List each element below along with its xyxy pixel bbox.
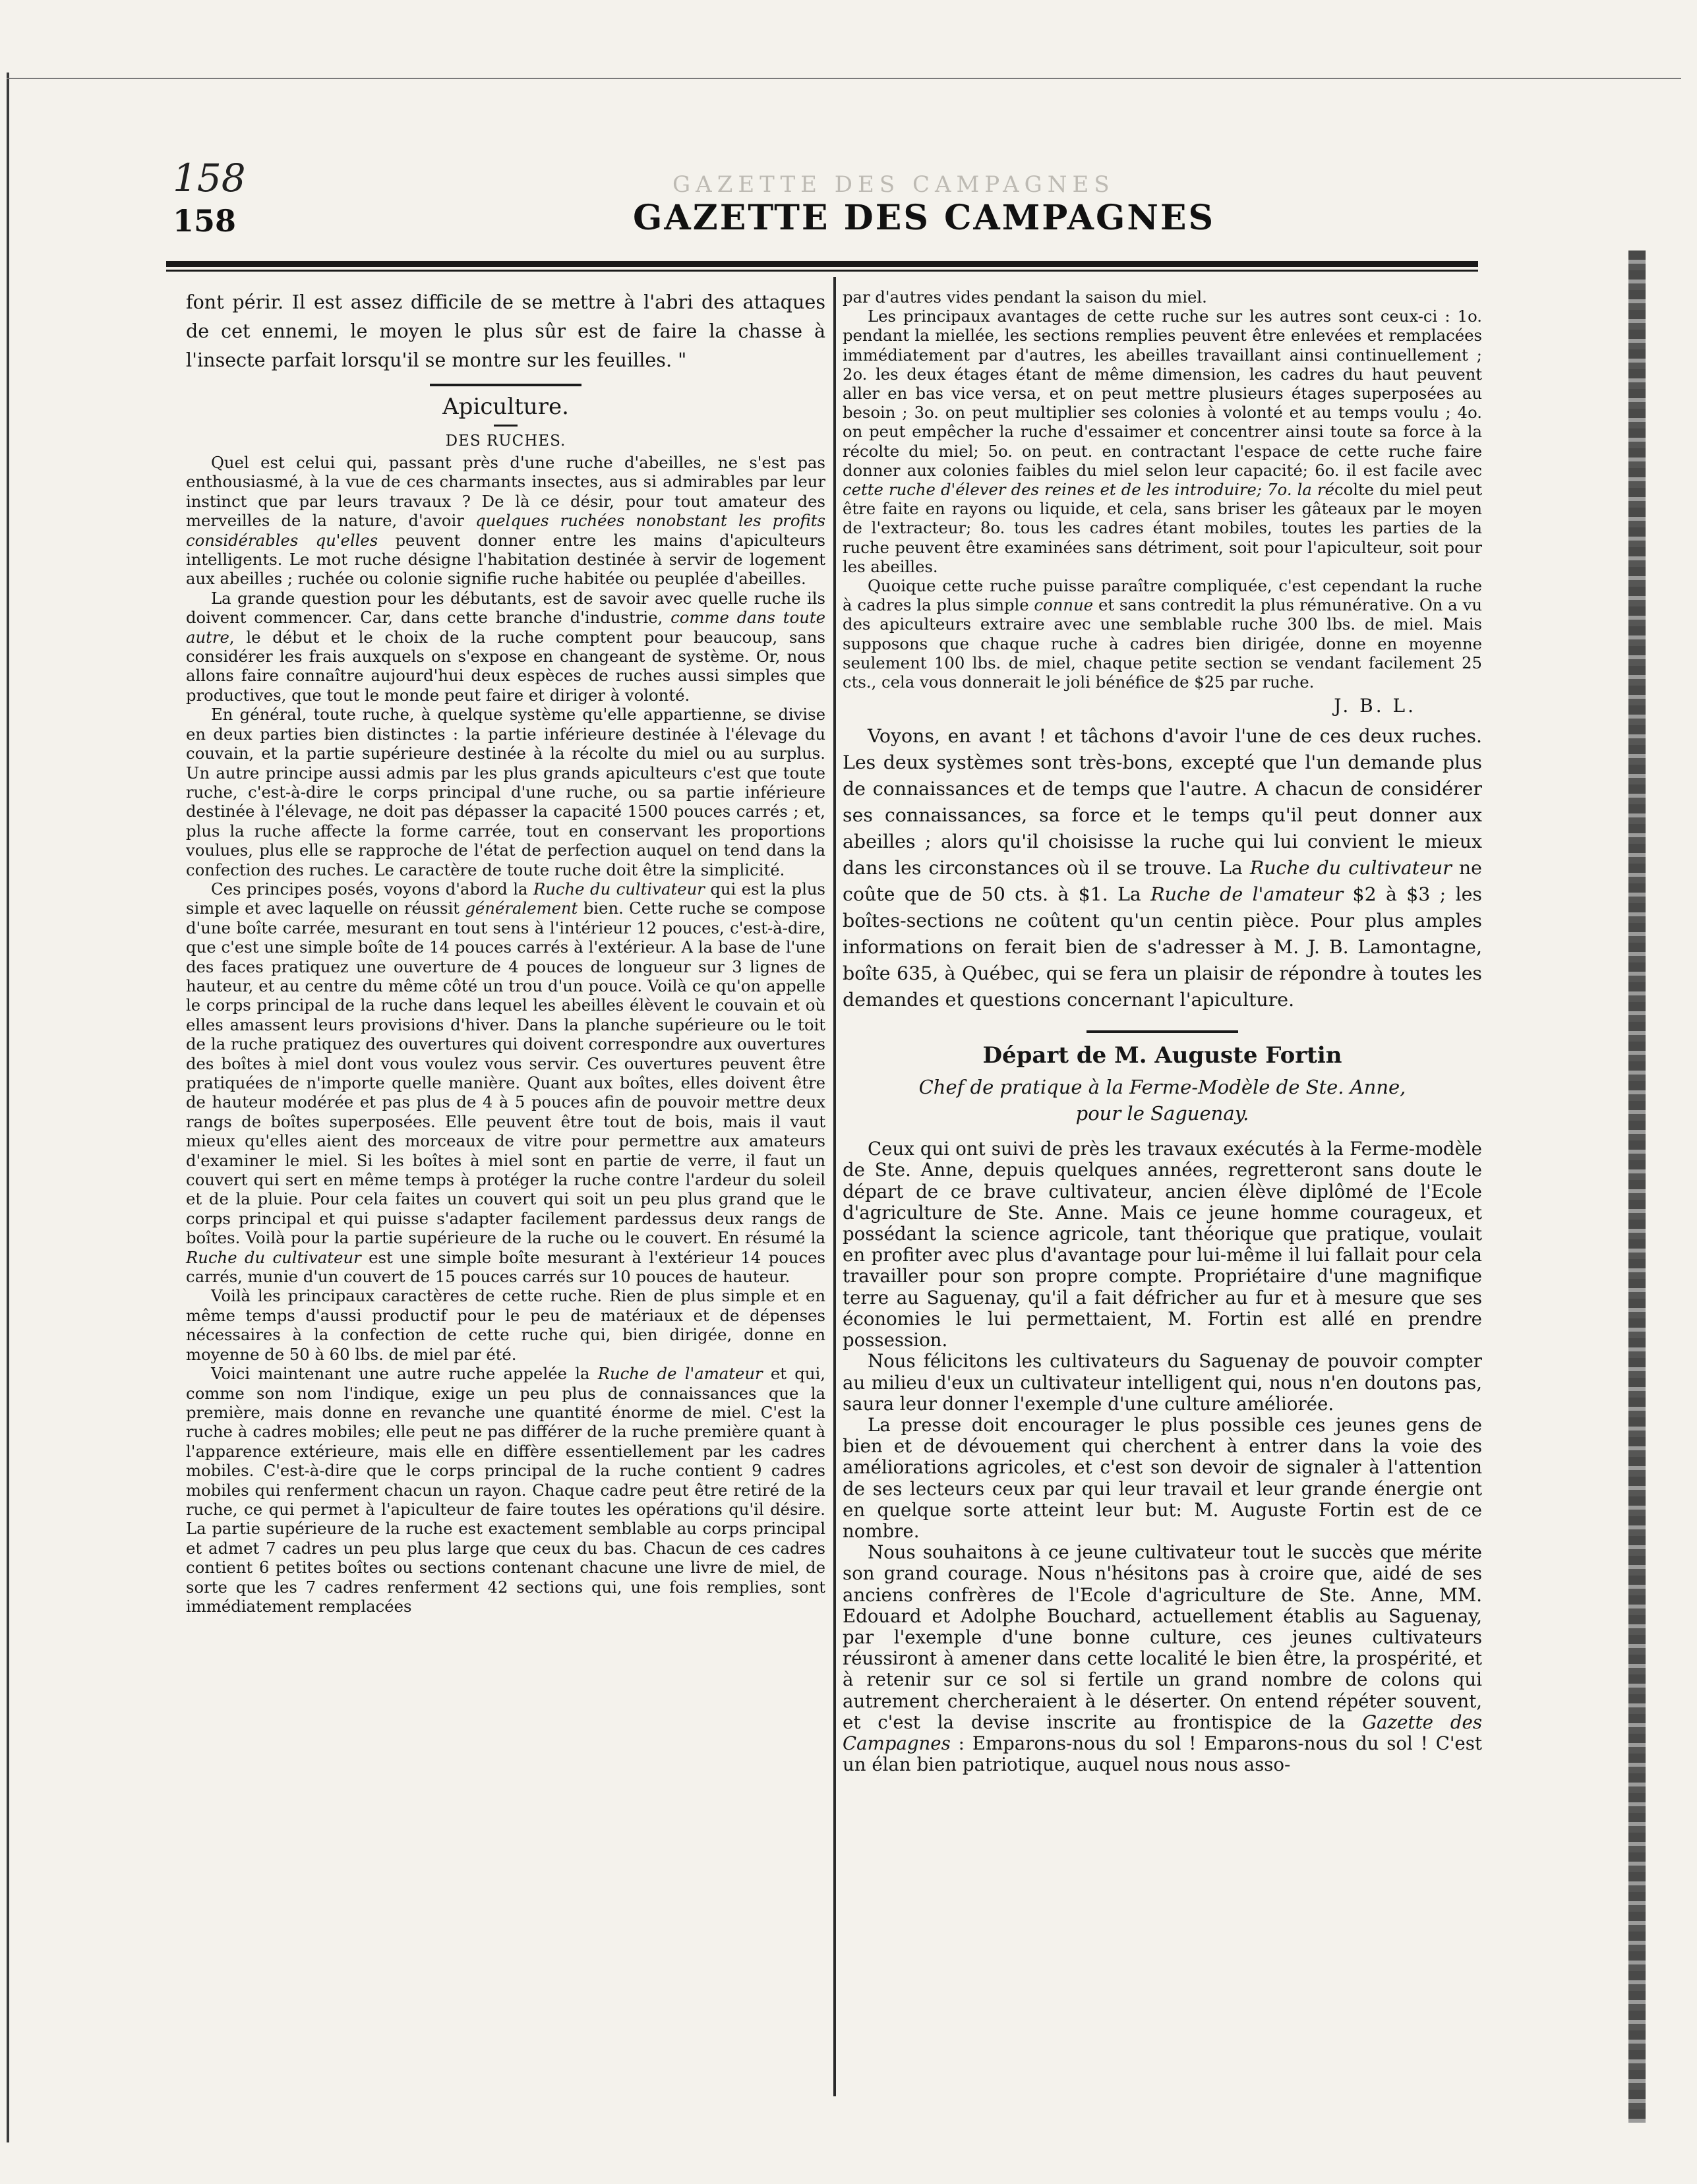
article-paragraph: Quel est celui qui, passant près d'une ruche d'abeilles, ne s'est pas enthousiasmé, à la vue de ces charmants insectes, aus si admirables par leur instinct que par leurs travaux ? De là ce désir, pour tout amateur des merveilles de la nature, d'avoir quelques ruchées nonobstant les profits considérables qu'elles peuvent donner entre les mains d'apiculteurs intelligents. Le mot ruche désigne l'habitation destinée à servir de logement aux abeilles ; ruchée ou colonie signifie ruche habitée ou peuplée d'abeilles. <box>186 453 825 589</box>
apiculture-title: Apiculture. <box>442 394 569 420</box>
column-divider <box>833 277 836 2096</box>
section-rule <box>430 384 581 386</box>
article-paragraph: La grande question pour les débutants, est de savoir avec quelle ruche ils doivent commencer. Car, dans cette branche d'industrie, comme dans toute autre, le début et le choix de la ruche comptent pour beaucoup, sans considérer les frais auxquels on s'expose en changeant de système. Or, nous allons faire connaître aujourd'hui deux espèces de ruches aussi simples que productives, que tout le monde peut faire et diriger à volonté. <box>186 588 825 705</box>
binding-edge-right <box>1628 251 1646 2123</box>
left-column <box>186 287 825 1616</box>
article-paragraph: Ceux qui ont suivi de près les travaux exécutés à la Ferme-modèle de Ste. Anne, depuis quelques années, regretteront sans doute le départ de ce brave cultivateur, ancien élève diplômé de l'Ecole d'agriculture de Ste. Anne. Mais ce jeune homme courageux, et possédant la science agricole, tant théorique que pratique, voulait en profiter avec plus d'avantage pour lui-même il lui fallait pour cela travailler pour son propre compte. Propriétaire d'une magnifique terre au Saguenay, qu'il a fait défricher au fur et à mesure que ses économies le lui permettaient, M. Fortin est allé en prendre possession. <box>843 1138 1482 1351</box>
intro-paragraph: font périr. Il est assez difficile de se mettre à l'abri des attaques de cet ennemi, le moyen le plus sûr est de faire la chasse à l'insecte parfait lorsqu'il se montre sur les feuilles. " <box>186 291 825 371</box>
article-paragraph: Nous félicitons les cultivateurs du Saguenay de pouvoir compter au milieu d'eux un cultivateur intelligent qui, nous n'en doutons pas, saura leur donner l'exemple d'une culture améliorée. <box>843 1350 1482 1415</box>
header-rule <box>166 261 1478 272</box>
article-paragraph: Ces principes posés, voyons d'abord la Ruche du cultivateur qui est la plus simple et avec laquelle on réussit généralement bien. Cette ruche se compose d'une boîte carrée, mesurant en tout sens à l'intérieur 12 pouces, c'est-à-dire, que c'est une simple boîte de 14 pouces carrés à l'extérieur. A la base de l'une des faces pratiquez une ouverture de 4 pouces de longueur sur 3 lignes de hauteur, et au centre du même côté un trou d'un pouce. Voilà ce qu'on appelle le corps principal de la ruche dans lequel les abeilles élèvent le couvain et où elles amassent leurs provisions d'hiver. Dans la planche supérieure ou le toit de la ruche pratiquez des ouvertures qui doivent correspondre aux ouvertures des boîtes à miel dont vous voulez vous servir. Ces ouvertures peuvent être pratiquées de n'importe quelle manière. Quant aux boîtes, elles doivent être de hauteur modérée et pas plus de 4 à 5 pouces afin de pouvoir mettre deux rangs de boîtes superposées. Elle peuvent être tout de bois, mais il vaut mieux qu'elles aient des morceaux de vitre pour permettre aux amateurs d'examiner le miel. Si les boîtes à miel sont en partie de verre, il faut un couvert qui sert en même temps à protéger la ruche contre l'ardeur du soleil et de la pluie. Pour cela faites un couvert qui soit un peu plus grand que le corps principal et qui puisse s'adapter facilement pardessus deux rangs de boîtes. Voilà pour la partie supérieure de la ruche ou le couvert. En résumé la Ruche du cultivateur est une simple boîte mesurant à l'extérieur 14 pouces carrés, munie d'un couvert de 15 pouces carrés sur 10 pouces de hauteur. <box>186 879 826 1287</box>
fortin-title: Départ de M. Auguste Fortin <box>982 1042 1342 1069</box>
article-paragraph: La presse doit encourager le plus possible ces jeunes gens de bien et de dévouement qui cherchent à entrer dans la voie des améliorations agricoles, et c'est son devoir de signaler à l'attention de ses lecteurs ceux par qui leur travail et leur grande énergie ont en quelque sorte atteint leur but: M. Auguste Fortin est de ce nombre. <box>843 1413 1482 1542</box>
page-edge-left <box>7 73 9 2142</box>
author-signature: J. B. L. <box>1334 695 1416 717</box>
apiculture-subtitle: DES RUCHES. <box>445 432 566 450</box>
bleed-through-text: GAZETTE DES CAMPAGNES <box>672 171 1115 198</box>
section-rule <box>1087 1030 1238 1033</box>
article-paragraph: par d'autres vides pendant la saison du miel. <box>843 287 1207 307</box>
right-column <box>843 287 1482 1775</box>
article-paragraph: Voilà les principaux caractères de cette ruche. Rien de plus simple et en même temps d'aussi productif pour le peu de matériaux et de dépenses nécessaires à la confection de cette ruche qui, bien dirigée, donne en moyenne de 50 à 60 lbs. de miel par été. <box>186 1286 825 1364</box>
page-edge-top <box>7 78 1681 79</box>
handwritten-page-number: 158 <box>173 156 246 200</box>
article-paragraph: Voyons, en avant ! et tâchons d'avoir l'une de ces deux ruches. Les deux systèmes sont très-bons, excepté que l'un demande plus de connaissances et de temps que l'autre. A chacun de considérer ses connaissances, sa force et le temps qu'il peut donner aux abeilles ; alors qu'il choisisse la ruche qui lui convient le mieux dans les circonstances où il se trouve. La Ruche du cultivateur ne coûte que de 50 cts. à $1. La Ruche de l'amateur $2 à $3 ; les boîtes-sections ne coûtent qu'un centin pièce. Pour plus amples informations on ferait bien de s'adresser à M. J. B. Lamontagne, boîte 635, à Québec, qui se fera un plaisir de répondre à toutes les demandes et questions concernant l'apiculture. <box>843 725 1482 1011</box>
printed-page-number: 158 <box>173 203 237 239</box>
title-dash <box>494 425 518 427</box>
article-paragraph: En général, toute ruche, à quelque système qu'elle appartienne, se divise en deux parties bien distinctes : la partie inférieure destinée à l'élevage du couvain, et la partie supérieure destinée à la récolte du miel ou au surplus. Un autre principe aussi admis par les plus grands apiculteurs c'est que toute ruche, c'est-à-dire le corps principal d'une ruche, ou sa partie inférieure destinée à l'élevage, ne doit pas dépasser la capacité 1500 pouces carrés ; et, plus la ruche affecte la forme carrée, tout en conservant les proportions voulues, plus elle se rapproche de l'état de perfection auquel on tend dans la confection des ruches. Le caractère de toute ruche doit être la simplicité. <box>186 705 825 879</box>
masthead-title: GAZETTE DES CAMPAGNES <box>633 198 1216 238</box>
article-paragraph: Les principaux avantages de cette ruche sur les autres sont ceux-ci : 1o. pendant la miellée, les sections remplies peuvent être enlevées et remplacées immédiatement par d'autres, les abeilles travaillant ainsi continuellement ; 2o. les deux étages étant de même dimension, les cadres du haut peuvent aller en bas vice versa, et on peut mettre plusieurs étages superposées au besoin ; 3o. on peut multiplier ses colonies à volonté et au temps voulu ; 4o. on peut empêcher la ruche d'essaimer et concentrer ainsi toute sa force à la récolte du miel; 5o. on peut. en contractant l'espace de cette ruche faire donner aux colonies faibles du miel selon leur capacité; 6o. il est facile avec cette ruche d'élever des reines et de les introduire; 7o. la récolte du miel peut être faite en rayons ou liquide, et cela, sans briser les gâteaux par le moyen de l'extracteur; 8o. tous les cadres étant mobiles, toutes les parties de la ruche peuvent être examinées sans détriment, soit pour l'apiculteur, soit pour les abeilles. <box>843 307 1482 576</box>
fortin-subtitle: Chef de pratique à la Ferme-Modèle de Ste. Anne, pour le Saguenay. <box>918 1076 1406 1125</box>
article-paragraph: Nous souhaitons à ce jeune cultivateur tout le succès que mérite son grand courage. Nous n'hésitons pas à croire que, aidé de ses anciens confrères de l'Ecole d'agriculture de Ste. Anne, MM. Edouard et Adolphe Bouchard, actuellement établis au Saguenay, par l'exemple d'une bonne culture, ces jeunes cultivateurs réussiront à amener dans cette localité le bien être, la prospérité, et à retenir sur ce sol si fertile un grand nombre de colons qui autrement chercheraient à le déserter. On entend répéter souvent, et c'est la devise inscrite au frontispice de la Gazette des Campagnes : Emparons-nous du sol ! Emparons-nous du sol ! C'est un élan bien patriotique, auquel nous nous asso- <box>843 1541 1482 1776</box>
article-paragraph: Quoique cette ruche puisse paraître compliquée, c'est cependant la ruche à cadres la plus simple connue et sans contredit la plus rémunérative. On a vu des apiculteurs extraire avec une semblable ruche 300 lbs. de miel. Mais supposons que chaque ruche à cadres bien dirigée, donne en moyenne seulement 100 lbs. de miel, chaque petite section se vendant facilement 25 cts., cela vous donnerait le joli bénéfice de $25 par ruche. <box>843 576 1483 692</box>
article-paragraph: Voici maintenant une autre ruche appelée la Ruche de l'amateur et qui, comme son nom l'indique, exige un peu plus de connaissances que la première, mais donne en revanche une quantité énorme de miel. C'est la ruche à cadres mobiles; elle peut ne pas différer de la ruche première quant à l'apparence extérieure, mais elle en diffère essentiellement par les cadres mobiles. C'est-à-dire que le corps principal de la ruche contient 9 cadres mobiles qui renferment chacun un rayon. Chaque cadre peut être retiré de la ruche, ce qui permet à l'apiculteur de faire toutes les opérations qu'il désire. La partie supérieure de la ruche est exactement semblable au corps principal et admet 7 cadres un peu plus large que ceux du bas. Chacun de ces cadres contient 6 petites boîtes ou sections contenant chacune une livre de miel, de sorte que les 7 cadres renferment 42 sections qui, une fois remplies, sont immédiatement remplacées <box>186 1364 825 1616</box>
